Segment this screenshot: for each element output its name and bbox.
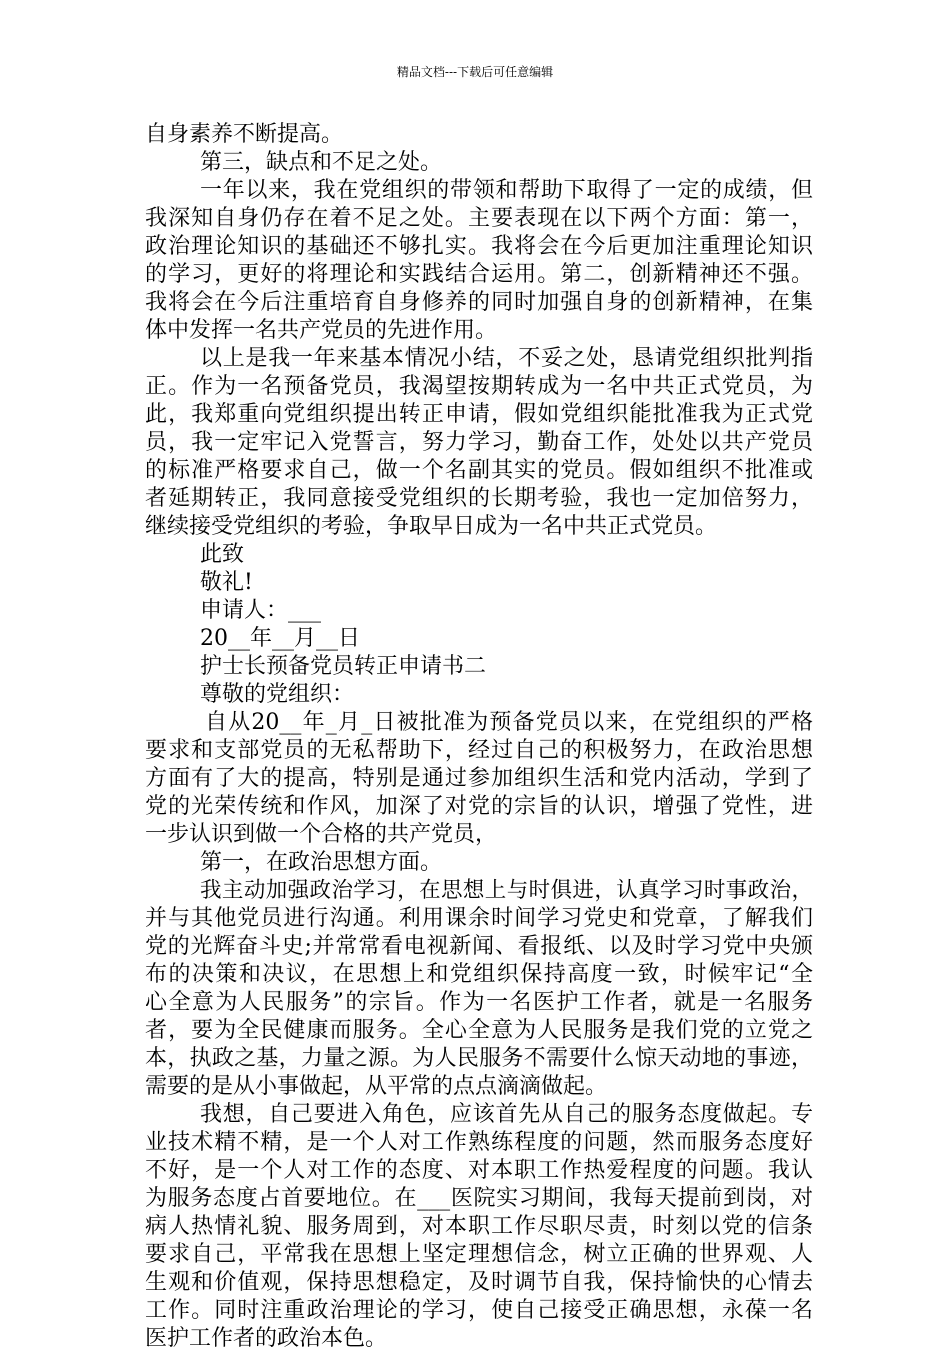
text-line: 以上是我一年来基本情况小结，不妥之处，恳请党组织批判指 [200,346,813,371]
text-line: 需要的是从小事做起，从平常的点点滴滴做起。 [145,1074,608,1099]
text-line: 继续接受党组织的考验，争取早日成为一名中共正式党员。 [145,514,718,539]
text-line: 生观和价值观，保持思想稳定，及时调节自我，保持愉快的心情去 [145,1270,813,1295]
text-line: 政治理论知识的基础还不够扎实。我将会在今后更加注重理论知识 [145,234,813,259]
text-line: 心全意为人民服务”的宗旨。作为一名医护工作者，就是一名服务 [145,990,813,1015]
text-line: 要求和支部党员的无私帮助下，经过自己的积极努力，在政治思想 [145,738,813,763]
text-line: 敬礼! [200,570,253,595]
text-line: 员，我一定牢记入党誓言，努力学习，勤奋工作，处处以共产党员 [145,430,813,455]
text-line: 此，我郑重向党组织提出转正申请，假如党组织能批准我为正式党 [145,402,813,427]
text-line: 体中发挥一名共产党员的先进作用。 [145,318,498,343]
text-line: 要求自己，平常我在思想上坚定理想信念，树立正确的世界观、人 [145,1242,813,1267]
text-line: 的标准严格要求自己，做一个名副其实的党员。假如组织不批准或 [145,458,813,483]
text-line: 者延期转正，我同意接受党组织的长期考验，我也一定加倍努力， [145,486,813,511]
document-body [145,121,813,1353]
text-line: 正。作为一名预备党员，我渴望按期转成为一名中共正式党员，为 [145,374,813,399]
text-line: 业技术精不精，是一个人对工作熟练程度的问题，然而服务态度好 [145,1130,813,1155]
text-line: 此致 [200,542,245,567]
text-line: 医护工作者的政治本色。 [145,1326,388,1351]
text-line: 病人热情礼貌、服务周到，对本职工作尽职尽责，时刻以党的信条 [145,1214,813,1239]
text-line: 我想，自己要进入角色，应该首先从自己的服务态度做起。专 [200,1102,813,1127]
text-line: 自身素养不断提高。 [145,122,344,147]
text-line: 申请人：___ [200,598,322,623]
page-header: 精品文档---下载后可任意编辑 [396,65,554,79]
text-line: 护士长预备党员转正申请书二 [200,654,487,679]
text-line: 第三，缺点和不足之处。 [200,150,443,175]
text-line: 为服务态度占首要地位。在___医院实习期间，我每天提前到岗，对 [145,1186,813,1211]
text-line: 布的决策和决议，在思想上和党组织保持高度一致，时候牢记“全 [145,962,813,987]
text-line: 并与其他党员进行沟通。利用课余时间学习党史和党章，了解我们 [145,906,813,931]
text-line: 不好，是一个人对工作的态度、对本职工作热爱程度的问题。我认 [145,1158,813,1183]
text-line: 本，执政之基，力量之源。为人民服务不需要什么惊天动地的事迹， [145,1046,813,1071]
text-line: 党的光荣传统和作风，加深了对党的宗旨的认识，增强了党性，进 [145,794,813,819]
text-line: 尊敬的党组织： [200,682,355,707]
text-line: 第一，在政治思想方面。 [200,850,443,875]
text-line: 方面有了大的提高，特别是通过参加组织生活和党内活动，学到了 [145,766,813,791]
text-line: 一年以来，我在党组织的带领和帮助下取得了一定的成绩，但 [200,178,813,203]
text-line: 我将会在今后注重培育自身修养的同时加强自身的创新精神，在集 [145,290,813,315]
text-line: 者，要为全民健康而服务。全心全意为人民服务是我们党的立党之 [145,1018,813,1043]
text-line: 党的光辉奋斗史;并常常看电视新闻、看报纸、以及时学习党中央颁 [145,934,813,959]
text-line: 工作。同时注重政治理论的学习，使自己接受正确思想，永葆一名 [145,1298,813,1323]
text-line: 我主动加强政治学习，在思想上与时俱进，认真学习时事政治， [200,878,813,903]
text-line: 的学习，更好的将理论和实践结合运用。第二，创新精神还不强。 [145,262,813,287]
text-line: 自从20__年_月_日被批准为预备党员以来，在党组织的严格 [205,710,813,735]
text-line: 我深知自身仍存在着不足之处。主要表现在以下两个方面：第一， [145,206,813,231]
text-line: 20__年__月__日 [200,626,360,651]
text-line: 一步认识到做一个合格的共产党员， [145,822,498,847]
